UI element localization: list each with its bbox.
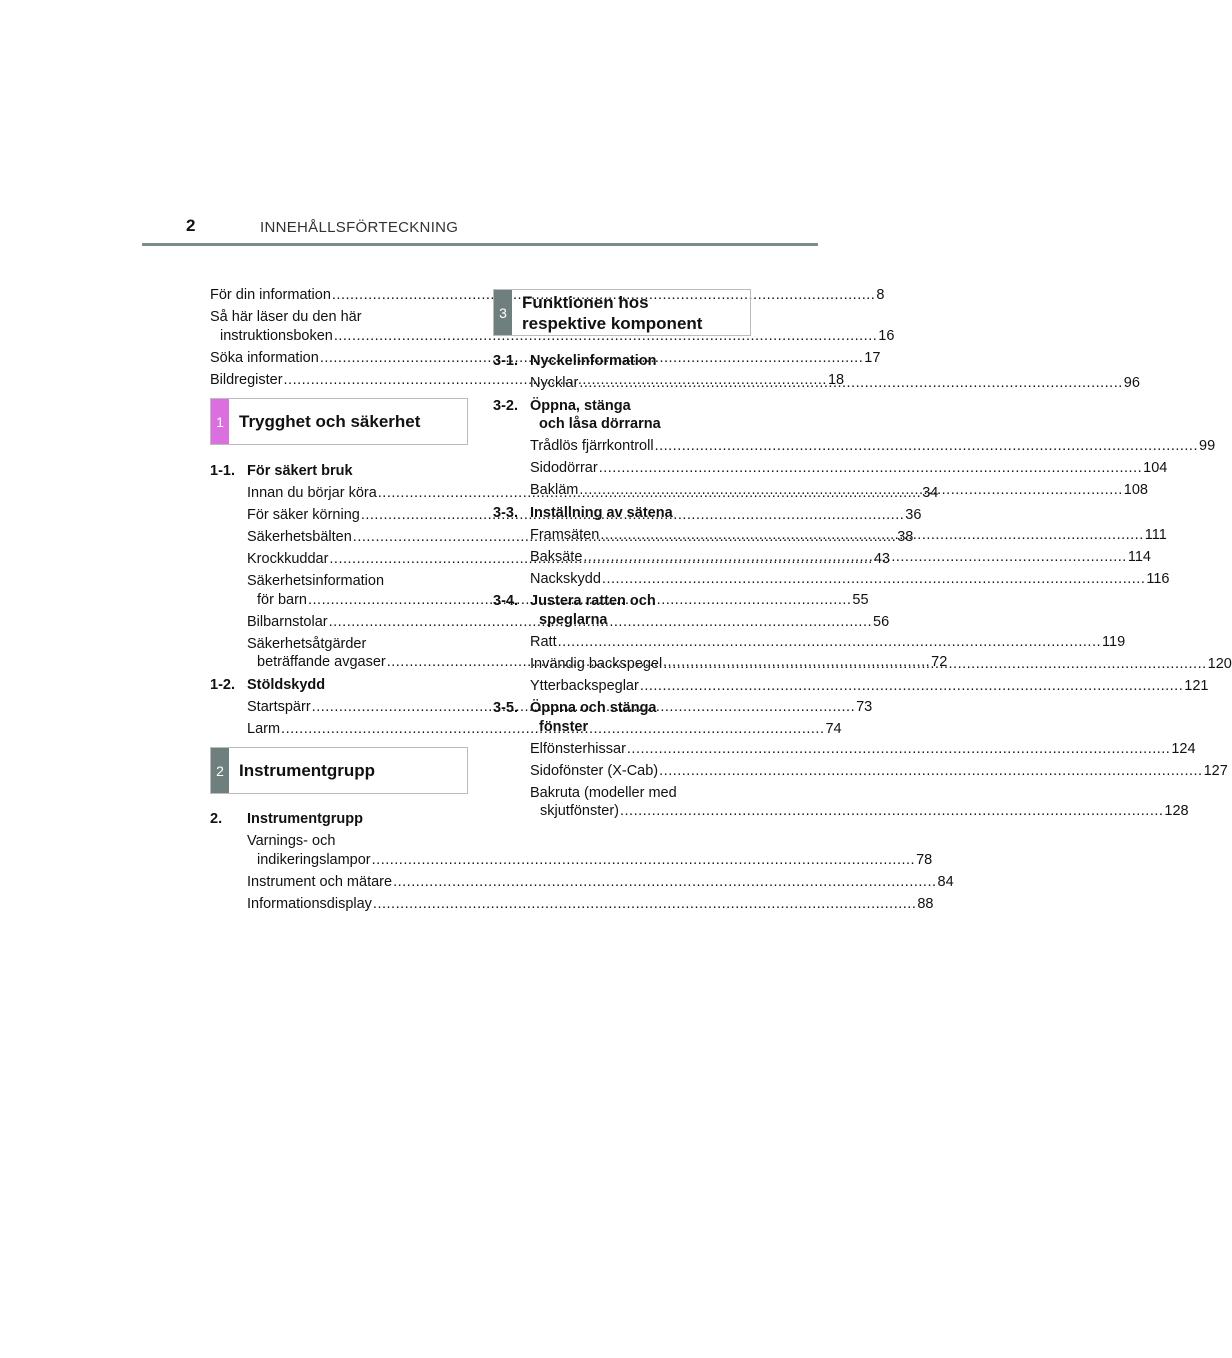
section-header-2[interactable] <box>210 747 468 794</box>
toc-entry[interactable]: Varnings- och indikeringslampor ..... 78 <box>247 832 466 869</box>
toc-entry[interactable]: Bakruta (modeller med skjutfönster) ..... 128 <box>530 784 749 821</box>
toc-entry[interactable]: Bilbarnstolar ..... 56 <box>247 613 466 632</box>
header-rule <box>142 243 818 246</box>
header-title: INNEHÅLLSFÖRTECKNING <box>260 219 459 236</box>
toc-entry[interactable]: Säkerhetsbälten ..... 38 <box>247 528 466 547</box>
section-header-3[interactable] <box>493 289 751 336</box>
subsection-heading[interactable]: 3-1. Nyckelinformation <box>493 353 657 369</box>
subsection-heading[interactable]: 1-2. Stöldskydd <box>210 676 326 693</box>
section-tab-3: 3 <box>494 290 512 335</box>
section-title-3: Funktionen hos respektive komponent <box>522 293 703 333</box>
toc-entry[interactable]: Sidodörrar ..... 104 <box>530 459 749 478</box>
toc-entry[interactable]: Framsäten ..... 111 <box>530 526 749 545</box>
toc-entry[interactable]: Krockkuddar ..... 43 <box>247 550 466 569</box>
subsection-heading[interactable]: 3-5. Öppna och stänga fönster <box>493 700 657 735</box>
toc-entry[interactable]: Bakläm ..... 108 <box>530 481 749 500</box>
subsection-heading[interactable]: 3-4. Justera ratten och speglarna <box>493 593 656 628</box>
toc-entry[interactable]: Startspärr ..... 73 <box>247 698 466 717</box>
toc-entry[interactable]: Baksäte ..... 114 <box>530 548 749 567</box>
toc-entry[interactable]: Larm ..... 74 <box>247 720 466 739</box>
toc-entry[interactable]: Söka information ..... 17 <box>210 349 466 368</box>
toc-entry[interactable]: Invändig backspegel ..... 120 <box>530 655 749 674</box>
toc-entry[interactable]: Nycklar ..... 96 <box>530 374 749 393</box>
section-title-2: Instrumentgrupp <box>239 761 375 780</box>
page-number: 2 <box>186 216 196 235</box>
toc-section-2 <box>210 810 954 917</box>
toc-entry[interactable]: Trådlös fjärrkontroll ..... 99 <box>530 437 749 456</box>
toc-entry[interactable]: Ytterbackspeglar ..... 121 <box>530 677 749 696</box>
toc-entry[interactable]: Säkerhetsinformation för barn ..... 55 <box>247 572 466 609</box>
section-title-1: Trygghet och säkerhet <box>239 412 421 431</box>
toc-entry[interactable]: Bildregister ..... 18 <box>210 371 466 390</box>
toc-entry[interactable]: Instrument och mätare ..... 84 <box>247 873 466 892</box>
toc-entry[interactable]: Elfönsterhissar ..... 124 <box>530 740 749 759</box>
subsection-heading[interactable]: 2. Instrumentgrupp <box>210 811 363 827</box>
subsection-heading[interactable]: 1-1. För säkert bruk <box>210 463 353 479</box>
subsection-heading[interactable]: 3-2. Öppna, stänga och låsa dörrarna <box>493 397 661 432</box>
toc-entry[interactable]: Sidofönster (X-Cab) ..... 127 <box>530 762 749 781</box>
toc-entry[interactable]: Ratt ..... 119 <box>530 633 749 652</box>
toc-entry[interactable]: Informationsdisplay ..... 88 <box>247 895 466 914</box>
section-tab-2: 2 <box>211 748 229 793</box>
toc-entry[interactable]: För säker körning ..... 36 <box>247 506 466 525</box>
section-header-1[interactable] <box>210 398 468 445</box>
toc-entry[interactable]: Nackskydd ..... 116 <box>530 570 749 589</box>
section-tab-1: 1 <box>211 399 229 444</box>
toc-entry[interactable]: Säkerhetsåtgärder beträffande avgaser ..... 72 <box>247 635 466 672</box>
toc-entry[interactable]: Så här läser du den här instruktionsboken ..... 16 <box>210 308 466 345</box>
toc-entry[interactable]: För din information ..... 8 <box>210 286 466 305</box>
subsection-heading[interactable]: 3-3. Inställning av sätena <box>493 504 673 521</box>
toc-entry[interactable]: Innan du börjar köra ..... 34 <box>247 484 466 503</box>
